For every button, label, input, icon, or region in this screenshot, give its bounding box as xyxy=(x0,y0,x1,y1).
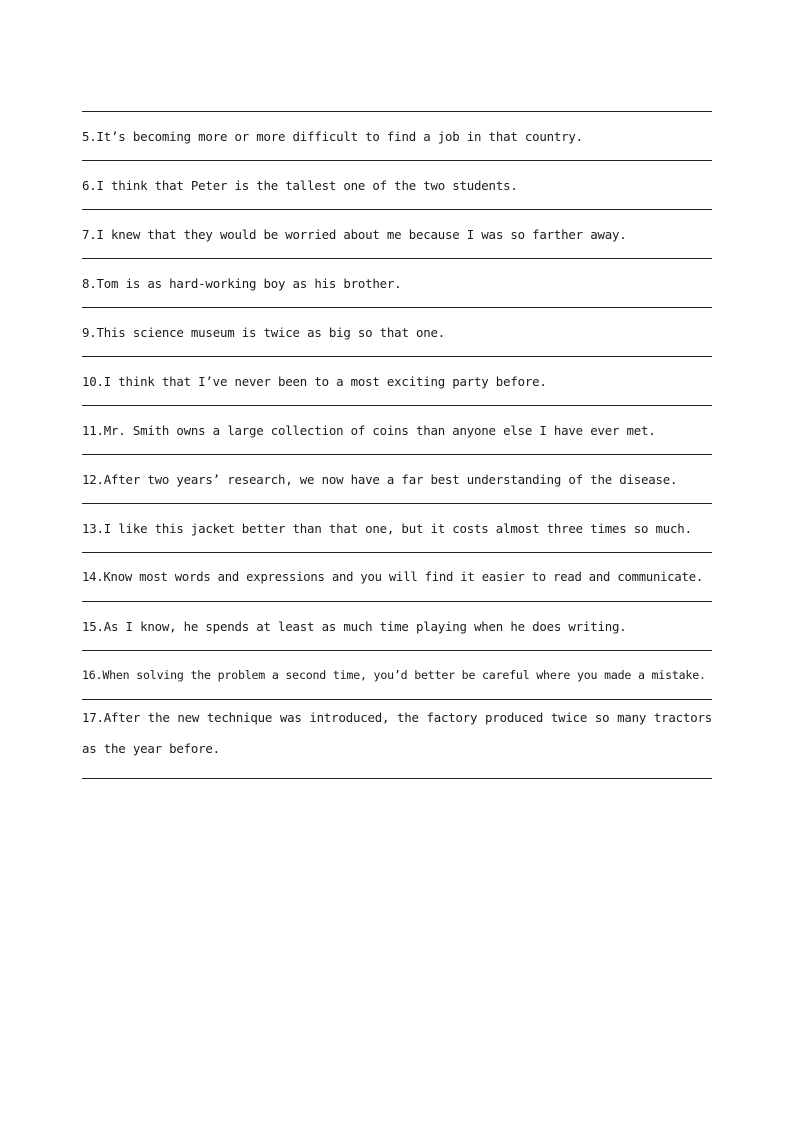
exercise-item-9 xyxy=(82,308,712,356)
item-text: After two years’ research, we now have a far best understanding of the disease. xyxy=(103,471,678,487)
exercise-item-14 xyxy=(82,553,712,601)
exercise-item-7 xyxy=(82,210,712,258)
item-number: 12. xyxy=(82,471,104,487)
item-number: 15. xyxy=(82,618,104,634)
item-text: I like this jacket better than that one, but it costs almost three times so much. xyxy=(103,520,692,536)
exercise-item-12 xyxy=(82,455,712,503)
exercise-item-11 xyxy=(82,406,712,454)
item-text: I think that Peter is the tallest one of the two students. xyxy=(96,177,518,193)
exercise-item-16 xyxy=(82,651,712,699)
exercise-item-17 xyxy=(82,700,712,778)
exercise-item-5 xyxy=(82,112,712,160)
item-number: 5. xyxy=(82,128,97,144)
item-number: 14. xyxy=(82,569,104,584)
exercise-sheet xyxy=(82,111,712,779)
item-text: After the new technique was introduced, the factory produced twice so many tractors as the year before. xyxy=(82,710,712,756)
item-text: Know most words and expressions and you will find it easier to read and communicate. xyxy=(103,569,703,584)
item-number: 13. xyxy=(82,520,104,536)
item-number: 7. xyxy=(82,226,97,242)
item-text: When solving the problem a second time, you’d better be careful where you made a mistake. xyxy=(102,667,706,682)
item-text: This science museum is twice as big so that one. xyxy=(96,324,446,340)
item-number: 10. xyxy=(82,373,104,389)
item-number: 6. xyxy=(82,177,97,193)
item-number: 11. xyxy=(82,422,104,438)
item-text: I think that I’ve never been to a most exciting party before. xyxy=(103,373,547,389)
exercise-item-15 xyxy=(82,602,712,650)
item-number: 8. xyxy=(82,275,97,291)
exercise-item-10 xyxy=(82,357,712,405)
item-text: As I know, he spends at least as much time playing when he does writing. xyxy=(103,618,627,634)
item-number: 17. xyxy=(82,710,104,725)
item-text: I knew that they would be worried about me because I was so farther away. xyxy=(96,226,627,242)
item-text: Mr. Smith owns a large collection of coins than anyone else I have ever met. xyxy=(103,422,656,438)
answer-line xyxy=(82,778,712,779)
item-number: 9. xyxy=(82,324,97,340)
exercise-item-6 xyxy=(82,161,712,209)
exercise-item-13 xyxy=(82,504,712,552)
item-text: Tom is as hard-working boy as his brother. xyxy=(96,275,402,291)
item-text: It’s becoming more or more difficult to find a job in that country. xyxy=(96,128,583,144)
item-number: 16. xyxy=(82,667,103,682)
exercise-item-8 xyxy=(82,259,712,307)
